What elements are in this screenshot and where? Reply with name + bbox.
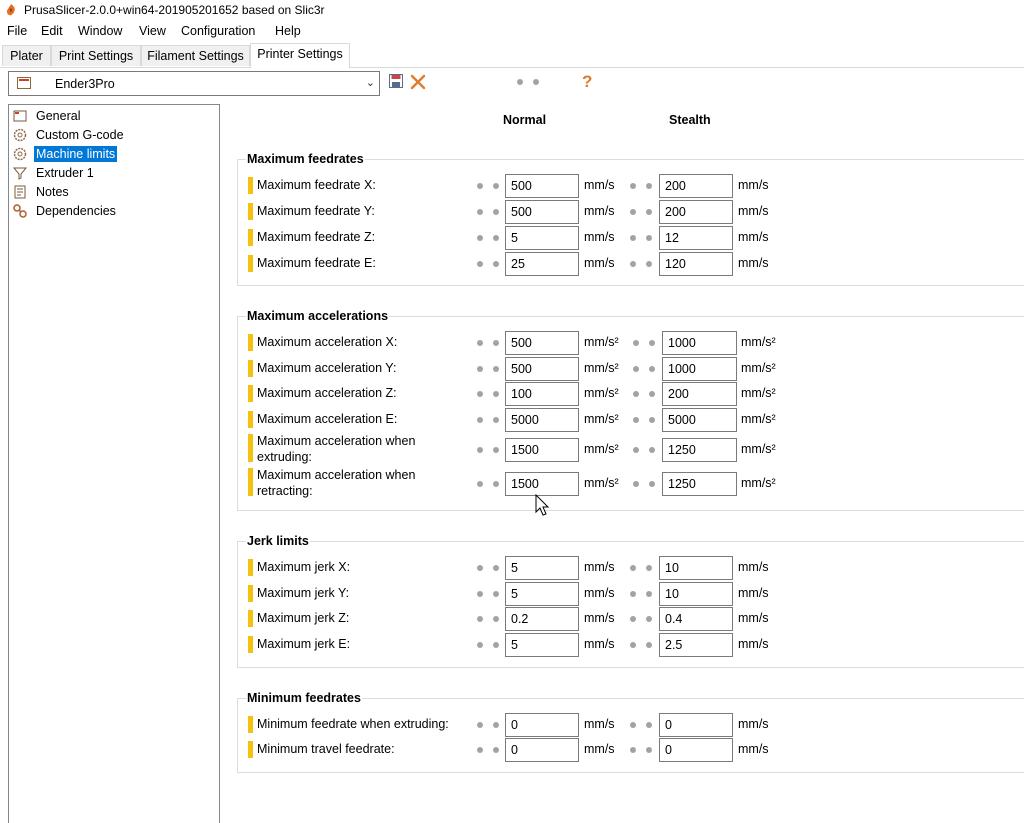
unit-label: mm/s [738,717,769,731]
option-label: Maximum feedrate Z: [257,230,376,244]
option-label: Maximum acceleration Y: [257,361,397,375]
option-label: Maximum feedrate X: [257,178,376,192]
option-mode-marker [248,636,253,653]
tab-filament-settings[interactable]: Filament Settings [141,45,250,66]
unit-label: mm/s [738,586,769,600]
reset-bullet-icon[interactable] [630,235,636,241]
option-mode-marker [248,741,253,758]
reset-bullet-icon[interactable] [477,391,483,397]
option-row [0,331,1024,355]
option-mode-marker [248,716,253,733]
unit-label: mm/s² [584,476,619,490]
unit-label: mm/s [584,742,615,756]
reset-bullet-icon[interactable] [477,183,483,189]
reset-bullet-icon[interactable] [649,366,655,372]
mode-dot-icon[interactable] [533,79,539,85]
reset-bullet-icon[interactable] [477,235,483,241]
stealth-value-input[interactable]: 2.5 [659,633,733,657]
unit-label: mm/s [584,560,615,574]
option-label: Maximum acceleration E: [257,412,398,426]
reset-bullet-icon[interactable] [477,447,483,453]
title-bar [0,0,1024,21]
normal-value-input[interactable]: 500 [505,357,579,381]
option-mode-marker [248,434,253,462]
window-title: PrusaSlicer-2.0.0+win64-201905201652 based on Slic3r [24,3,325,17]
save-preset-icon[interactable] [389,74,403,88]
reset-bullet-icon[interactable] [633,391,639,397]
option-label: Maximum acceleration Z: [257,386,397,400]
reset-bullet-icon[interactable] [630,209,636,215]
unit-label: mm/s² [741,386,776,400]
reset-bullet-icon[interactable] [493,565,499,571]
printer-preset-select[interactable] [8,71,380,96]
reset-bullet-icon[interactable] [646,235,652,241]
sidebar-item-label: Extruder 1 [36,165,94,180]
stealth-value-input[interactable]: 1000 [662,331,737,355]
normal-value-input[interactable]: 0.2 [505,607,579,631]
reset-bullet-icon[interactable] [477,616,483,622]
reset-bullet-icon[interactable] [493,642,499,648]
reset-bullet-icon[interactable] [649,447,655,453]
option-label: Maximum acceleration X: [257,335,398,349]
unit-label: mm/s [584,230,615,244]
unit-label: mm/s² [741,335,776,349]
reset-bullet-icon[interactable] [630,565,636,571]
normal-value-input[interactable]: 100 [505,382,579,406]
reset-bullet-icon[interactable] [646,642,652,648]
cog-icon [13,128,27,142]
stealth-value-input[interactable]: 0 [659,713,733,737]
option-mode-marker [248,360,253,377]
reset-bullet-icon[interactable] [493,591,499,597]
reset-bullet-icon[interactable] [477,747,483,753]
unit-label: mm/s [738,204,769,218]
unit-label: mm/s [738,230,769,244]
reset-bullet-icon[interactable] [649,417,655,423]
tab-plater[interactable]: Plater [2,45,51,66]
reset-bullet-icon[interactable] [477,591,483,597]
unit-label: mm/s² [741,476,776,490]
reset-bullet-icon[interactable] [630,261,636,267]
reset-bullet-icon[interactable] [633,447,639,453]
stealth-value-input[interactable]: 10 [659,556,733,580]
printer-preset-icon [17,77,31,89]
chevron-down-icon: ⌄ [365,77,375,89]
stealth-value-input[interactable]: 5000 [662,408,737,432]
printer-icon [13,109,27,123]
reset-bullet-icon[interactable] [630,722,636,728]
option-row [0,468,1024,498]
group-title: Maximum accelerations [247,309,389,323]
unit-label: mm/s [584,256,615,270]
reset-bullet-icon[interactable] [493,481,499,487]
stealth-value-input[interactable]: 200 [659,174,733,198]
option-row [0,226,1024,250]
sidebar-item-label: Machine limits [36,146,116,161]
sidebar-item-label: Dependencies [36,203,116,218]
group-title: Minimum feedrates [247,691,361,705]
reset-bullet-icon[interactable] [630,183,636,189]
reset-bullet-icon[interactable] [493,261,499,267]
option-label: Maximum acceleration when extruding: [257,434,416,464]
normal-value-input[interactable]: 500 [505,200,579,224]
reset-bullet-icon[interactable] [630,591,636,597]
reset-bullet-icon[interactable] [633,481,639,487]
normal-value-input[interactable]: 0 [505,713,579,737]
reset-bullet-icon[interactable] [630,747,636,753]
reset-bullet-icon[interactable] [646,261,652,267]
printer-preset-value: Ender3Pro [55,77,115,91]
stealth-value-input[interactable]: 120 [659,252,733,276]
option-row [0,382,1024,406]
option-mode-marker [248,585,253,602]
unit-label: mm/s² [584,361,619,375]
menu-file[interactable]: File [7,24,28,38]
menu-configuration[interactable]: Configuration [181,24,256,38]
mode-dot-icon[interactable] [517,79,523,85]
reset-bullet-icon[interactable] [646,722,652,728]
prusaslicer-logo-icon [6,4,16,16]
normal-value-input[interactable]: 5 [505,633,579,657]
option-label: Maximum jerk X: [257,560,351,574]
unit-label: mm/s² [584,335,619,349]
sidebar-item-label: Notes [36,184,69,199]
option-mode-marker [248,559,253,576]
reset-bullet-icon[interactable] [649,481,655,487]
sidebar-item-label: Custom G-code [36,127,124,142]
column-header-normal: Normal [503,113,547,127]
reset-bullet-icon[interactable] [477,642,483,648]
stealth-value-input[interactable]: 1000 [662,357,737,381]
unit-label: mm/s² [741,361,776,375]
option-mode-marker [248,334,253,351]
stealth-value-input[interactable]: 0 [659,738,733,762]
sidebar-item-label: General [36,108,81,123]
option-label: Maximum jerk E: [257,637,351,651]
sidebar-item-machine-limits[interactable] [13,144,117,163]
option-row [0,357,1024,381]
reset-bullet-icon[interactable] [477,209,483,215]
reset-bullet-icon[interactable] [630,616,636,622]
reset-bullet-icon[interactable] [493,747,499,753]
option-row [0,174,1024,198]
normal-value-input[interactable]: 1500 [505,438,579,462]
option-row [0,738,1024,762]
stealth-value-input[interactable]: 200 [659,200,733,224]
stealth-value-input[interactable]: 0.4 [659,607,733,631]
option-row [0,607,1024,631]
reset-bullet-icon[interactable] [477,722,483,728]
unit-label: mm/s [738,742,769,756]
option-mode-marker [248,203,253,220]
menu-view[interactable]: View [139,24,166,38]
reset-bullet-icon[interactable] [646,747,652,753]
unit-label: mm/s [584,586,615,600]
stealth-value-input[interactable]: 1250 [662,438,737,462]
option-label: Maximum acceleration when retracting: [257,468,416,498]
unit-label: mm/s² [741,412,776,426]
reset-bullet-icon[interactable] [477,417,483,423]
option-mode-marker [248,255,253,272]
help-question-icon[interactable]: ? [582,72,593,91]
unit-label: mm/s [738,178,769,192]
option-row [0,252,1024,276]
option-row [0,408,1024,432]
stealth-value-input[interactable]: 12 [659,226,733,250]
unit-label: mm/s [738,256,769,270]
stealth-value-input[interactable]: 200 [662,382,737,406]
option-row [0,434,1024,464]
tab-bar [0,43,1024,68]
reset-bullet-icon[interactable] [477,340,483,346]
option-label: Maximum jerk Y: [257,586,350,600]
reset-bullet-icon[interactable] [646,591,652,597]
unit-label: mm/s [738,637,769,651]
option-mode-marker [248,610,253,627]
normal-value-input[interactable]: 5 [505,582,579,606]
reset-bullet-icon[interactable] [493,235,499,241]
unit-label: mm/s² [584,386,619,400]
option-mode-marker [248,411,253,428]
reset-bullet-icon[interactable] [493,447,499,453]
normal-value-input[interactable]: 5 [505,226,579,250]
group-title: Maximum feedrates [247,152,364,166]
normal-value-input[interactable]: 500 [505,174,579,198]
unit-label: mm/s [584,611,615,625]
delete-preset-icon[interactable] [410,74,426,90]
unit-label: mm/s [584,178,615,192]
column-header-stealth: Stealth [669,113,711,127]
reset-bullet-icon[interactable] [493,391,499,397]
reset-bullet-icon[interactable] [493,366,499,372]
reset-bullet-icon[interactable] [477,565,483,571]
option-label: Maximum feedrate Y: [257,204,375,218]
group-title: Jerk limits [247,534,309,548]
normal-value-input[interactable]: 0 [505,738,579,762]
reset-bullet-icon[interactable] [477,261,483,267]
option-row [0,713,1024,737]
reset-bullet-icon[interactable] [477,481,483,487]
option-row [0,633,1024,657]
reset-bullet-icon[interactable] [646,209,652,215]
unit-label: mm/s [738,560,769,574]
cog-icon [13,147,27,161]
reset-bullet-icon[interactable] [493,417,499,423]
reset-bullet-icon[interactable] [477,366,483,372]
unit-label: mm/s [584,637,615,651]
unit-label: mm/s² [584,412,619,426]
stealth-value-input[interactable]: 10 [659,582,733,606]
option-mode-marker [248,385,253,402]
option-mode-marker [248,229,253,246]
reset-bullet-icon[interactable] [493,722,499,728]
reset-bullet-icon[interactable] [630,642,636,648]
reset-bullet-icon[interactable] [649,391,655,397]
reset-bullet-icon[interactable] [493,616,499,622]
menu-bar [0,22,1024,42]
option-mode-marker [248,177,253,194]
normal-value-input[interactable]: 5000 [505,408,579,432]
tab-print-settings[interactable]: Print Settings [51,45,141,66]
menu-help[interactable]: Help [275,24,301,38]
tab-printer-settings[interactable]: Printer Settings [250,43,350,68]
menu-window[interactable]: Window [78,24,123,38]
option-label: Maximum feedrate E: [257,256,376,270]
stealth-value-input[interactable]: 1250 [662,472,737,496]
menu-edit[interactable]: Edit [41,24,63,38]
option-label: Minimum feedrate when extruding: [257,717,449,731]
sidebar-item-general[interactable] [13,106,82,125]
reset-bullet-icon[interactable] [649,340,655,346]
normal-value-input[interactable]: 5 [505,556,579,580]
option-mode-marker [248,468,253,496]
reset-bullet-icon[interactable] [646,616,652,622]
reset-bullet-icon[interactable] [493,209,499,215]
sidebar-item-custom-gcode[interactable] [13,125,126,144]
option-row [0,556,1024,580]
normal-value-input[interactable]: 500 [505,331,579,355]
reset-bullet-icon[interactable] [633,340,639,346]
unit-label: mm/s [584,204,615,218]
unit-label: mm/s² [584,442,619,456]
reset-bullet-icon[interactable] [493,183,499,189]
reset-bullet-icon[interactable] [646,183,652,189]
normal-value-input[interactable]: 25 [505,252,579,276]
normal-value-input[interactable]: 1500 [505,472,579,496]
unit-label: mm/s² [741,442,776,456]
mouse-cursor-icon [535,494,551,518]
option-row [0,200,1024,224]
reset-bullet-icon[interactable] [633,366,639,372]
reset-bullet-icon[interactable] [633,417,639,423]
option-label: Minimum travel feedrate: [257,742,395,756]
unit-label: mm/s [738,611,769,625]
unit-label: mm/s [584,717,615,731]
reset-bullet-icon[interactable] [493,340,499,346]
option-row [0,582,1024,606]
option-label: Maximum jerk Z: [257,611,350,625]
reset-bullet-icon[interactable] [646,565,652,571]
